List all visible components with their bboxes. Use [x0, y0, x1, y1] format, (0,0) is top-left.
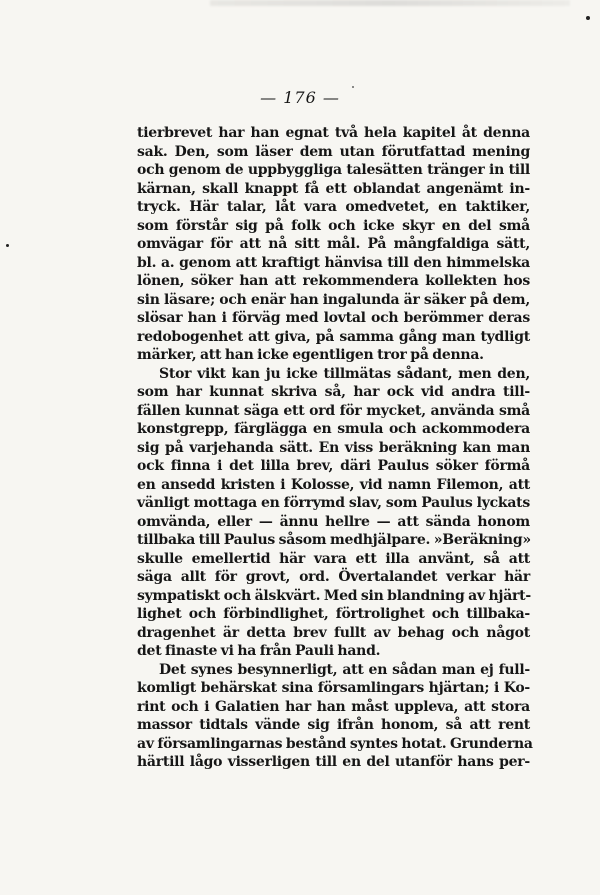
text-line: Stor vikt kan ju icke tillmätas sådant, men den,	[159, 365, 530, 382]
text-line: redobogenhet att giva, på samma gång man tydligt	[137, 328, 530, 345]
text-line: som har kunnat skriva så, har ock vid andra till-	[137, 384, 530, 400]
body-text	[137, 124, 533, 772]
text-line: lönen, söker han att rekommendera kollekten hos	[137, 273, 530, 289]
text-line: bl. a. genom att kraftigt hänvisa till den himmelska	[137, 254, 530, 271]
text-line: skulle emellertid här vara ett illa använt, så att	[137, 550, 530, 567]
text-line: härtill lågo visserligen till en del utanför hans per-	[137, 754, 530, 770]
text-line: konstgrepp, färglägga en smula och ackommodera	[137, 421, 530, 437]
text-line: lighet och förbindlighet, förtrolighet och tillbaka-	[137, 606, 530, 622]
text-line: sak. Den, som läser dem utan förutfattad mening	[137, 143, 530, 160]
text-line: och genom de uppbyggliga talesätten tränger in till	[137, 162, 530, 178]
text-line: det finaste vi ha från Pauli hand.	[137, 643, 381, 659]
text-line: sin läsare; och enär han ingalunda är säker på dem,	[137, 291, 530, 308]
text-line: som förstår sig på folk och icke skyr en del små	[137, 217, 530, 234]
text-line: sympatiskt och älskvärt. Med sin blandning av hjärt-	[137, 587, 531, 604]
text-line: sig på varjehanda sätt. En viss beräkning kan man	[137, 439, 530, 456]
text-line: omvägar för att nå sitt mål. På mångfaldiga sätt,	[137, 236, 530, 252]
text-line: omvända, eller — ännu hellre — att sända honom	[137, 513, 530, 530]
text-line: tillbaka till Paulus såsom medhjälpare. »Beräkning»	[137, 532, 531, 548]
ink-speck	[586, 16, 590, 20]
text-line: tierbrevet har han egnat två hela kapitel åt denna	[137, 125, 530, 141]
text-line: tryck. Här talar, låt vara omedvetet, en taktiker,	[137, 199, 530, 215]
text-line: ock finna i det lilla brev, däri Paulus söker förmå	[137, 458, 530, 474]
text-line: en ansedd kristen i Kolosse, vid namn Filemon, att	[137, 476, 530, 493]
page-number: — 176 —	[260, 88, 340, 107]
text-line: komligt behärskat sina församlingars hjärtan; i Ko-	[137, 680, 530, 696]
text-line: märker, att han icke egentligen tror på denna.	[137, 347, 484, 363]
ink-speck	[6, 244, 9, 247]
text-line: slösar han i förväg med lovtal och berömmer deras	[137, 310, 530, 326]
text-line: kärnan, skall knappt få ett oblandat angenämt in-	[137, 180, 530, 197]
text-line: massor tidtals vände sig ifrån honom, så att rent	[137, 717, 530, 733]
text-line: av församlingarnas bestånd syntes hotat. Grunderna	[137, 735, 533, 752]
text-line: säga allt för grovt, ord. Övertalandet verkar här	[137, 569, 530, 585]
text-line: fällen kunnat säga ett ord för mycket, använda små	[137, 402, 530, 419]
text-line: vänligt mottaga en förrymd slav, som Paulus lyckats	[137, 495, 530, 511]
text-line: rint och i Galatien har han måst uppleva, att stora	[137, 698, 530, 715]
text-line: dragenhet är detta brev fullt av behag och något	[137, 624, 530, 641]
scan-artifact-top	[210, 0, 570, 6]
text-line: Det synes besynnerligt, att en sådan man ej full-	[159, 661, 530, 678]
